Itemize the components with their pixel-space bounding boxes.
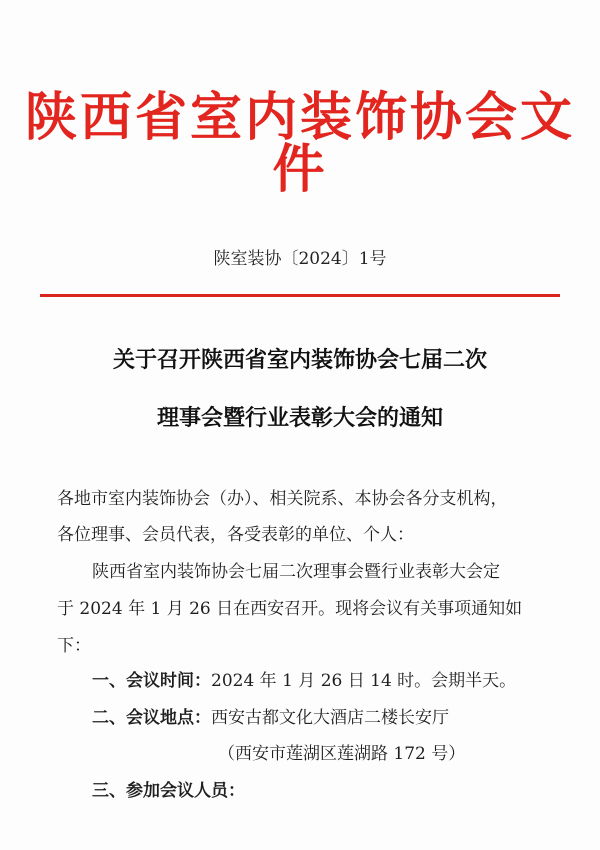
meeting-place-value: 西安古都文化大酒店二楼长安厅 bbox=[211, 708, 449, 728]
meeting-time-label: 一、会议时间： bbox=[92, 671, 211, 691]
notice-title-line-1: 关于召开陕西省室内装饰协会七届二次 bbox=[112, 347, 487, 373]
meeting-place-address: （西安市莲湖区莲湖路 172 号） bbox=[218, 744, 466, 764]
salutation-line-2: 各位理事、会员代表，各受表彰的单位、个人： bbox=[57, 525, 414, 545]
meeting-time-value: 2024 年 1 月 26 日 14 时。会期半天。 bbox=[211, 671, 517, 691]
meeting-place-item bbox=[92, 703, 449, 728]
document-number: 陕室装协〔2024〕1号 bbox=[213, 249, 387, 269]
intro-line-3: 下： bbox=[57, 636, 91, 656]
intro-line-2: 于 2024 年 1 月 26 日在西安召开。现将会议有关事项通知如 bbox=[57, 599, 523, 619]
attendees-item bbox=[92, 776, 245, 801]
intro-line-1: 陕西省室内装饰协会七届二次理事会暨行业表彰大会定 bbox=[92, 562, 500, 582]
salutation-line-1: 各地市室内装饰协会（办）、相关院系、本协会各分支机构， bbox=[57, 489, 508, 509]
meeting-time-item bbox=[92, 666, 516, 691]
attendees-label: 三、参加会议人员： bbox=[92, 781, 245, 801]
meeting-place-label: 二、会议地点： bbox=[92, 708, 211, 728]
document-header-title: 陕西省室内装饰协会文件 bbox=[24, 88, 575, 200]
notice-title-line-2: 理事会暨行业表彰大会的通知 bbox=[156, 405, 443, 431]
red-divider-line bbox=[40, 294, 560, 297]
